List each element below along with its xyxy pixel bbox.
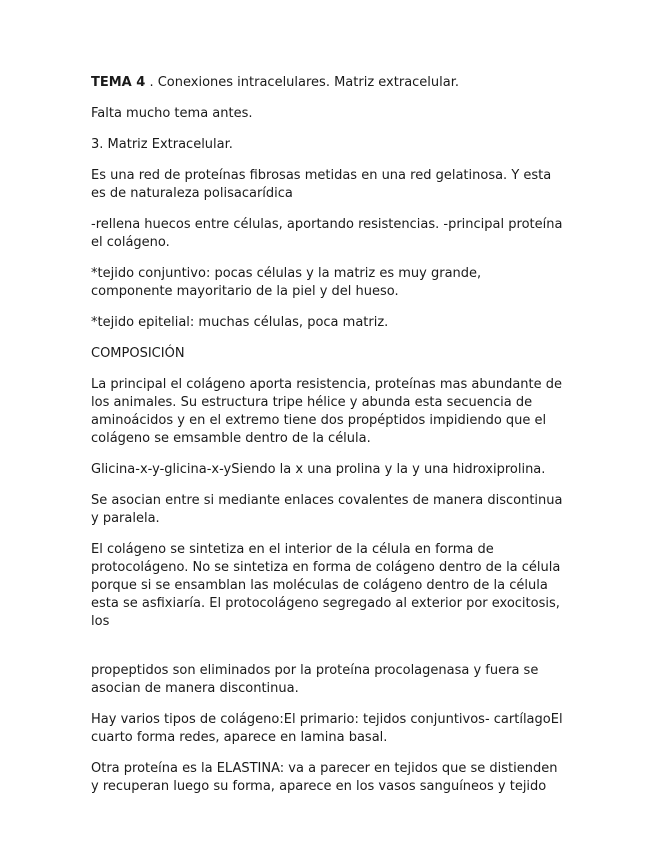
paragraph-synthesis: El colágeno se sintetiza en el interior de la célula en forma de protocolágeno. No se sintetiza en forma de colágeno dentro de la célula porque si se ensamblan las moléculas de colágeno dentro de la célula esta se asfixiaría. El protocolágeno segregado al exterior por exocitosis, los (91, 542, 561, 629)
paragraph-note: Falta mucho tema antes. (91, 106, 253, 121)
paragraph-colageno: La principal el colágeno aporta resistencia, proteínas mas abundante de los animales. Su estructura tripe hélice y abunda esta secuencia de aminoácidos y en el extremo tiene dos propéptidos impidiendo que el colágeno se emsamble dentro de la célula. (91, 377, 563, 446)
paragraph-epitelial: *tejido epitelial: muchas células, poca matriz. (91, 315, 389, 330)
paragraph-propeptidos: propeptidos son eliminados por la proteína procolagenasa y fuera se asocian de manera discontinua. (91, 663, 539, 696)
section-heading-composicion: COMPOSICIÓN (91, 346, 185, 361)
section-heading-matriz: 3. Matriz Extracelular. (91, 137, 233, 152)
paragraph-function: -rellena huecos entre células, aportando resistencias. -principal proteína el colágeno. (91, 217, 563, 250)
paragraph-definition: Es una red de proteínas fibrosas metidas en una red gelatinosa. Y esta es de naturaleza polisacarídica (91, 168, 552, 201)
document-title (91, 74, 566, 92)
paragraph-conjuntivo: *tejido conjuntivo: pocas células y la matriz es muy grande, componente mayoritario de la piel y del hueso. (91, 266, 482, 299)
paragraph-association: Se asocian entre si mediante enlaces covalentes de manera discontinua y paralela. (91, 493, 563, 526)
document-page (91, 74, 566, 809)
title-topic-text: . Conexiones intracelulares. Matriz extracelular. (145, 75, 460, 90)
paragraph-tipos: Hay varios tipos de colágeno:El primario: tejidos conjuntivos- cartílagoEl cuarto forma redes, aparece en lamina basal. (91, 712, 563, 745)
page-break-gap (91, 644, 566, 662)
paragraph-elastina: Otra proteína es la ELASTINA: va a parecer en tejidos que se distienden y recuperan luego su forma, aparece en los vasos sanguíneos y tejido (91, 761, 558, 794)
title-topic-number: TEMA 4 (91, 75, 146, 90)
paragraph-sequence: Glicina-x-y-glicina-x-ySiendo la x una prolina y la y una hidroxiprolina. (91, 462, 546, 477)
